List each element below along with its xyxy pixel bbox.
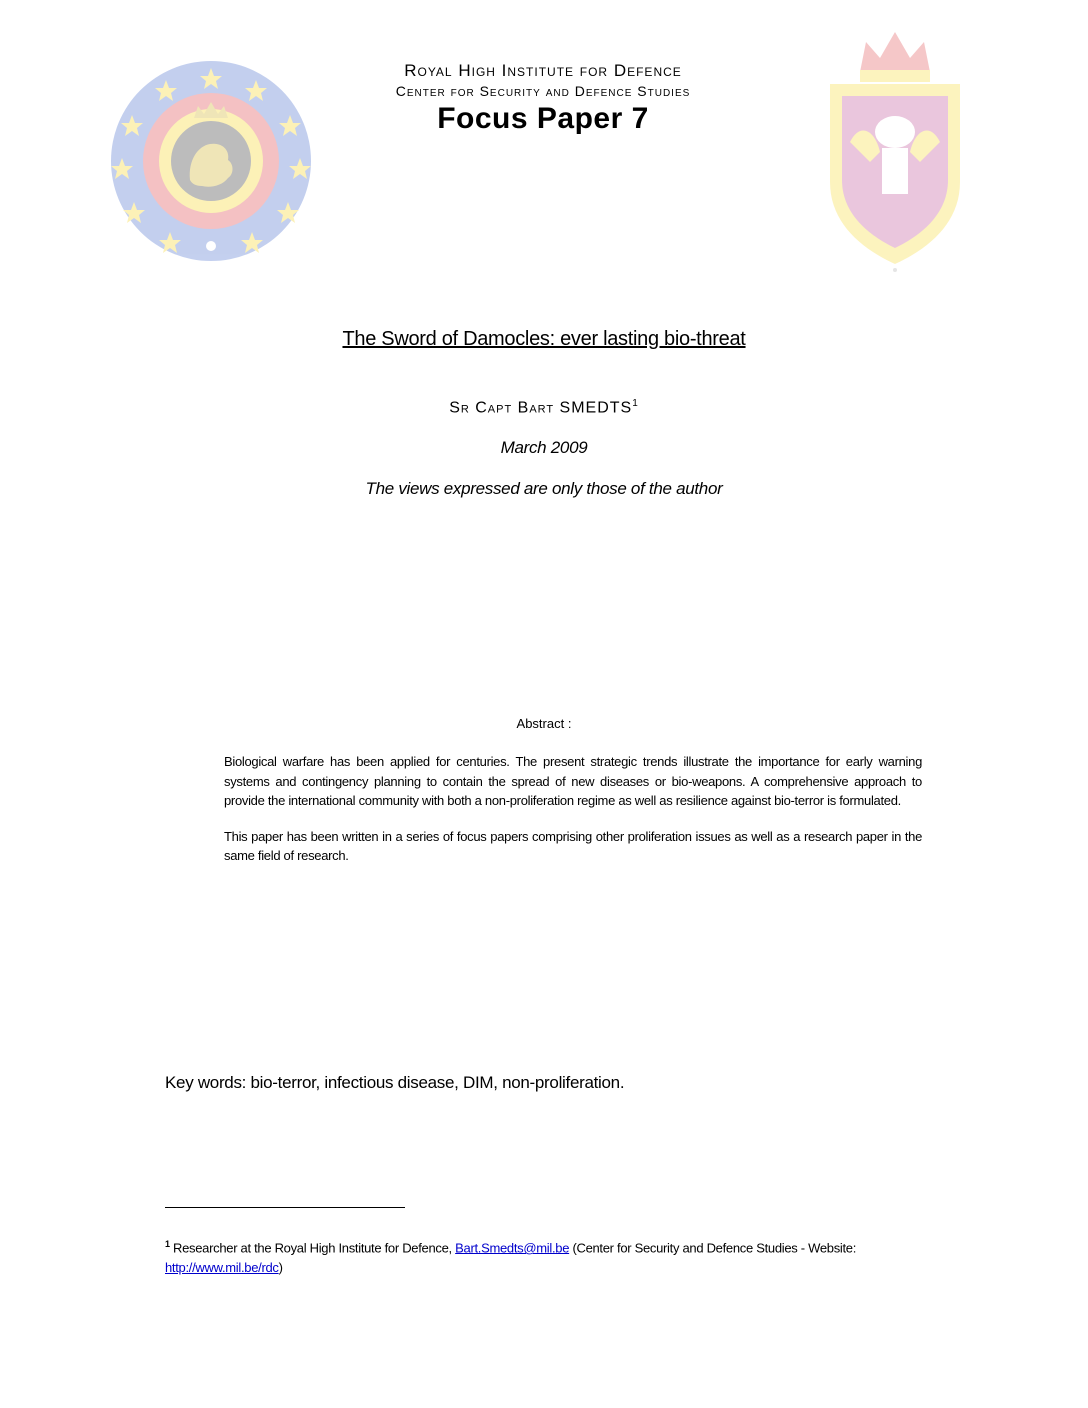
website-link[interactable]: http://www.mil.be/rdc [165, 1260, 279, 1276]
series-title: Focus Paper 7 [437, 102, 649, 135]
keywords: Key words: bio-terror, infectious disease, DIM, non-proliferation. [165, 1073, 625, 1092]
defence-roundel-emblem-icon [110, 60, 312, 262]
abstract-body [224, 752, 922, 882]
institute-crest-emblem-icon [820, 12, 970, 274]
footnote [165, 1234, 885, 1278]
center-name: Center for Security and Defence Studies [395, 83, 691, 99]
document-header [300, 60, 786, 137]
footnote-text: Researcher at the Royal High Institute for Defence, [169, 1240, 456, 1256]
abstract-heading: Abstract : [516, 716, 572, 731]
footnote-mark: 1 [165, 1239, 170, 1249]
paper-title: The Sword of Damocles: ever lasting bio-threat [342, 328, 746, 350]
footnote-text: ) [278, 1260, 283, 1276]
author-email-link[interactable]: Bart.Smedts@mil.be [455, 1240, 570, 1256]
institute-name: Royal High Institute for Defence [404, 61, 682, 80]
footnote-text: (Center for Security and Defence Studies - Website: [569, 1240, 857, 1256]
author-footnote-mark: 1 [632, 398, 639, 409]
abstract-paragraph: This paper has been written in a series of focus papers comprising other proliferation issues as well as a research paper in the same field of research. [224, 828, 922, 863]
publication-date: March 2009 [500, 438, 588, 457]
disclaimer: The views expressed are only those of the author [365, 479, 723, 498]
footnote-divider [165, 1207, 405, 1208]
abstract-paragraph: Biological warfare has been applied for centuries. The present strategic trends illustrate the importance for early warning systems and contingency planning to contain the spread of new diseases or bio-weapons. A comprehensive approach to provide the international community with both a non-proliferation regime as well as resilience against bio-terror is formulated. [224, 754, 922, 808]
author-line [0, 398, 1088, 417]
author-name: Sr Capt Bart SMEDTS [449, 399, 633, 417]
